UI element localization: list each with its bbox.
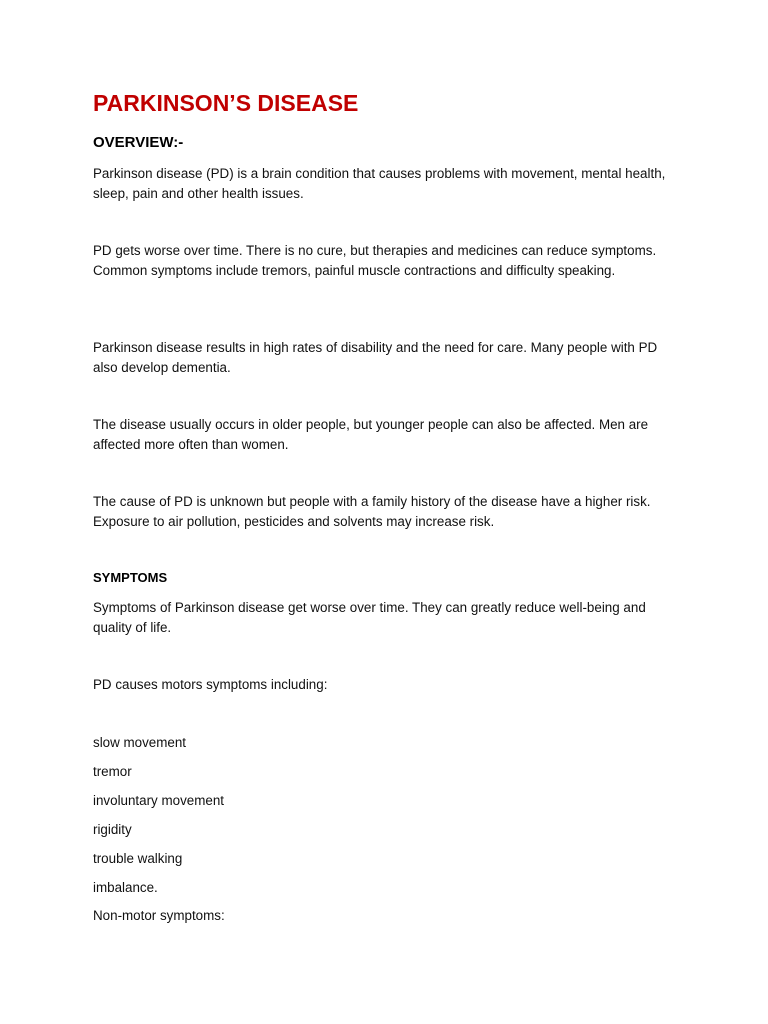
list-item: tremor — [93, 764, 132, 779]
overview-paragraph-5: The cause of PD is unknown but people with a family history of the disease have a higher risk. Exposure to air pollution, pesticides and solvents may increase risk. — [93, 494, 651, 529]
non-motor-symptoms-label: Non-motor symptoms: — [93, 908, 225, 923]
list-item: slow movement — [93, 735, 187, 750]
symptoms-intro: Symptoms of Parkinson disease get worse over time. They can greatly reduce well-being and quality of life. — [93, 600, 646, 635]
overview-paragraph-3: Parkinson disease results in high rates of disability and the need for care. Many people with PD also develop dementia. — [93, 340, 658, 375]
overview-paragraph-4: The disease usually occurs in older people, but younger people can also be affected. Men are affected more often than women. — [93, 417, 649, 452]
overview-paragraph-2: PD gets worse over time. There is no cure, but therapies and medicines can reduce symptoms. Common symptoms include tremors, painful muscle contractions and difficulty speaking. — [93, 243, 657, 278]
list-item: rigidity — [93, 822, 132, 837]
overview-paragraph-1: Parkinson disease (PD) is a brain condition that causes problems with movement, mental health, sleep, pain and other health issues. — [93, 166, 666, 201]
list-item: imbalance. — [93, 880, 158, 895]
list-item: trouble walking — [93, 851, 183, 866]
overview-heading: OVERVIEW:- — [93, 134, 184, 151]
list-item: involuntary movement — [93, 793, 224, 808]
motor-symptoms-intro: PD causes motors symptoms including: — [93, 677, 328, 692]
document-title: PARKINSON’S DISEASE — [93, 90, 359, 116]
symptoms-heading: SYMPTOMS — [93, 570, 168, 585]
